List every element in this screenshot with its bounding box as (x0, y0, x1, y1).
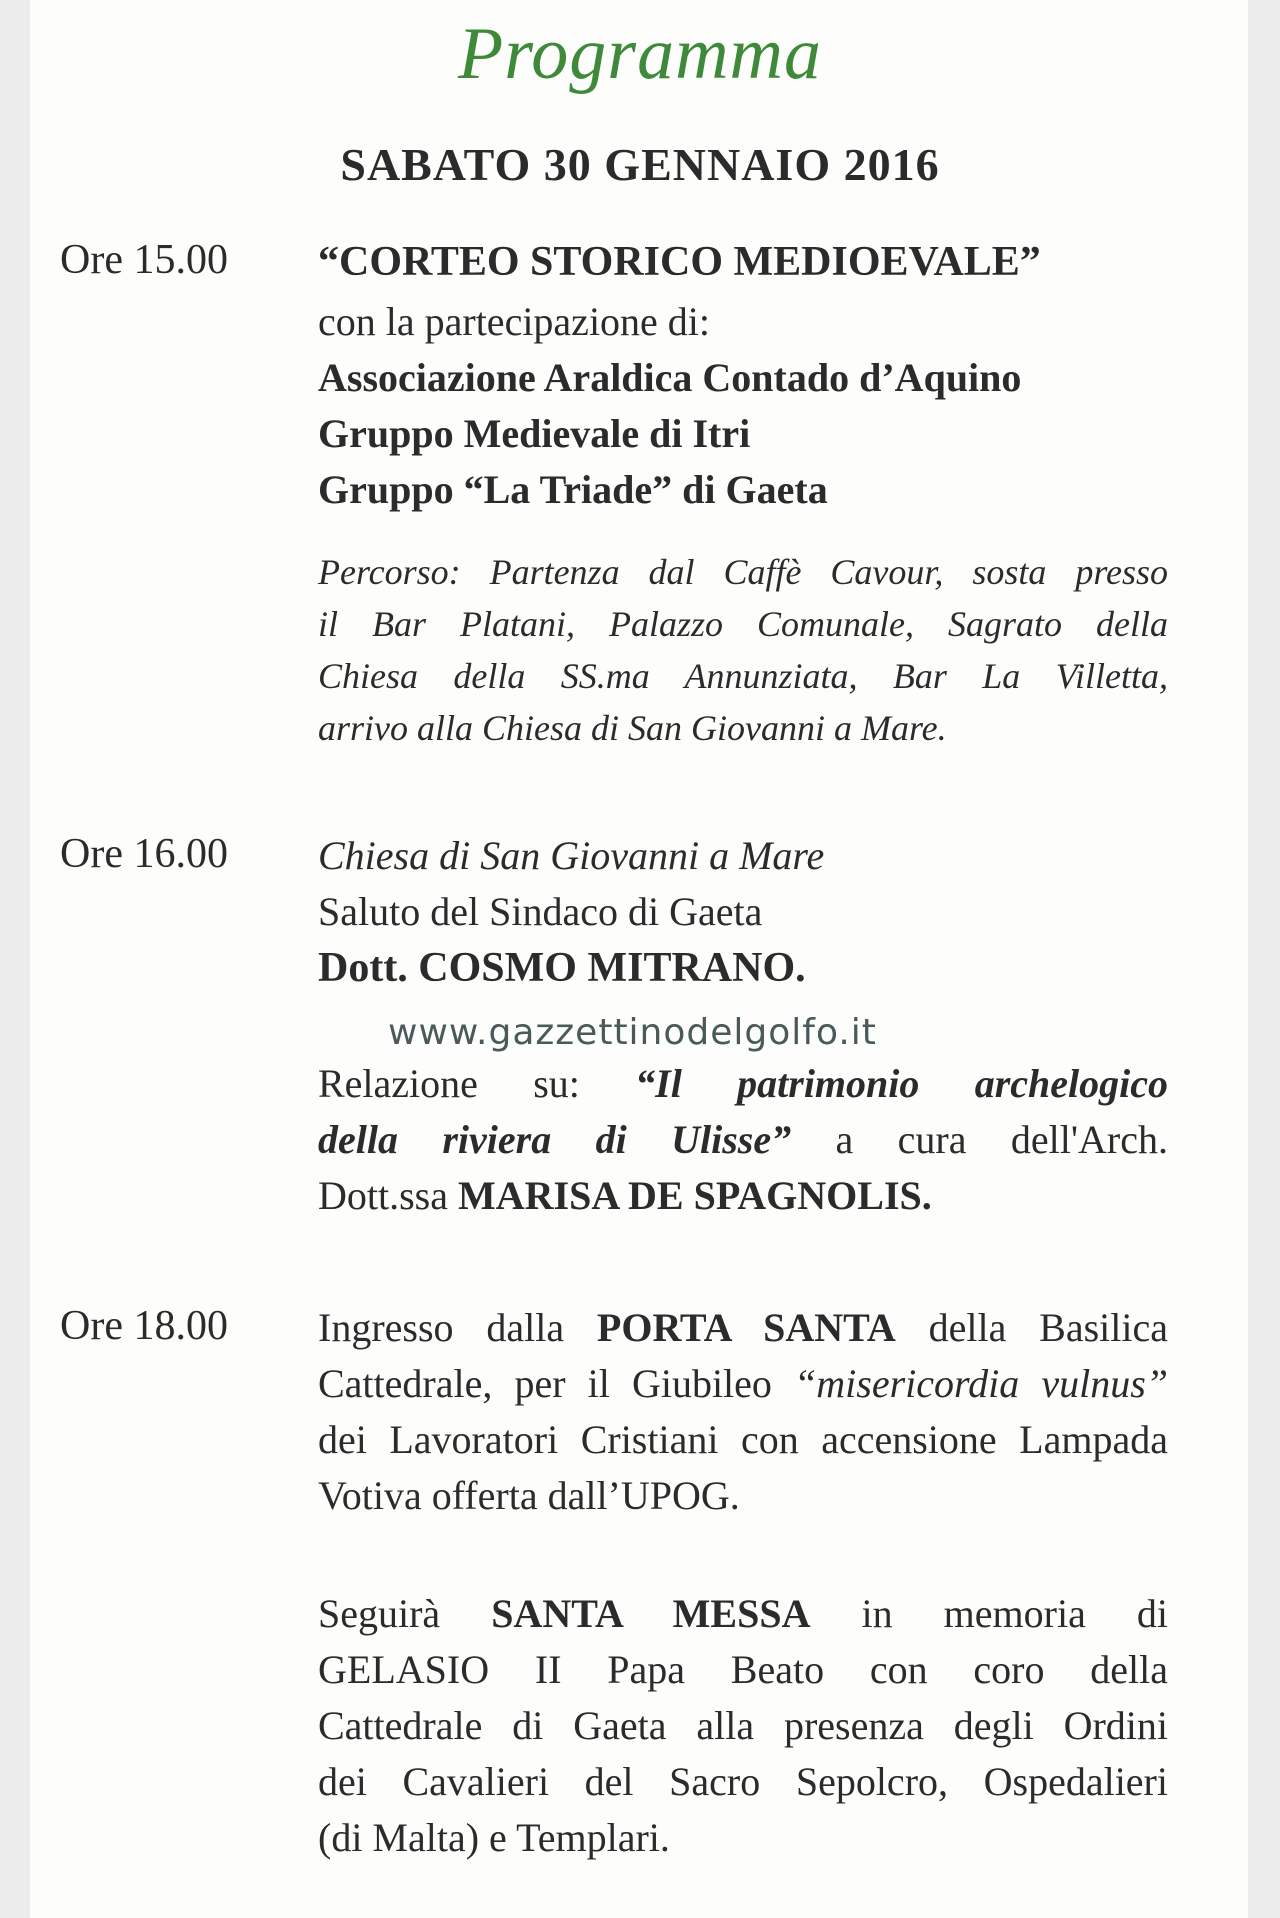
ceremony-line (318, 1356, 1168, 1412)
mass-description (318, 1586, 1168, 1866)
speaker-prefix: Dott.ssa (318, 1173, 458, 1218)
ceremony-line: dei Lavoratori Cristiani con accensione Lampada (318, 1417, 1168, 1462)
mass-text: Seguirà (318, 1591, 492, 1636)
talk-line (318, 1056, 1168, 1112)
route-line: arrivo alla Chiesa di San Giovanni a Mare. (318, 708, 947, 748)
talk-description (318, 1056, 1168, 1224)
participation-intro: con la partecipazione di: (318, 299, 711, 344)
route-line: Chiesa della SS.ma Annunziata, Bar La Villetta, (318, 656, 1168, 696)
talk-prefix: Relazione su: (318, 1061, 636, 1106)
event-time-1: Ore 15.00 (60, 237, 228, 283)
ceremony-description (318, 1300, 1168, 1524)
event-time-3: Ore 18.00 (60, 1303, 228, 1349)
talk-suffix: a cura dell'Arch. (791, 1117, 1168, 1162)
mass-text: in memoria di (810, 1591, 1168, 1636)
ceremony-text: Cattedrale, per il Giubileo (318, 1361, 795, 1406)
mass-line: dei Cavalieri del Sacro Sepolcro, Ospedalieri (318, 1759, 1168, 1804)
talk-line (318, 1112, 1168, 1168)
ceremony-line: Votiva offerta dall’UPOG. (318, 1473, 740, 1518)
santa-messa: SANTA MESSA (491, 1591, 811, 1636)
mass-line: (di Malta) e Templari. (318, 1815, 670, 1860)
mass-line (318, 1586, 1168, 1642)
ceremony-text: della Basilica (895, 1305, 1168, 1350)
watermark-url: www.gazzettinodelgolfo.it (388, 1012, 877, 1053)
participant-item: Associazione Araldica Contado d’Aquino (318, 355, 1022, 400)
porta-santa: PORTA SANTA (596, 1305, 896, 1350)
mayor-name: Dott. COSMO MITRANO. (318, 945, 806, 991)
event-place: Chiesa di San Giovanni a Mare (318, 833, 825, 878)
route-line: il Bar Platani, Palazzo Comunale, Sagrato della (318, 604, 1168, 644)
talk-title: “Il patrimonio archelogico (635, 1061, 1168, 1106)
participant-item: Gruppo Medievale di Itri (318, 411, 751, 456)
mass-line: GELASIO II Papa Beato con coro della (318, 1647, 1168, 1692)
route-line: Percorso: Partenza dal Caffè Cavour, sosta presso (318, 552, 1168, 592)
ceremony-text: Ingresso dalla (318, 1305, 597, 1350)
route-description (318, 546, 1168, 754)
speaker-name: MARISA DE SPAGNOLIS. (458, 1173, 932, 1218)
mayor-greeting: Saluto del Sindaco di Gaeta (318, 889, 763, 934)
event-heading-corteo: “CORTEO STORICO MEDIOEVALE” (318, 239, 1041, 285)
page-title: Programma (458, 13, 822, 95)
event-time-2: Ore 16.00 (60, 831, 228, 877)
participant-item: Gruppo “La Triade” di Gaeta (318, 467, 828, 512)
talk-title: della riviera di Ulisse” (318, 1117, 792, 1162)
mass-line: Cattedrale di Gaeta alla presenza degli Ordini (318, 1703, 1168, 1748)
ceremony-line (318, 1300, 1168, 1356)
event-date: SABATO 30 GENNAIO 2016 (340, 139, 940, 190)
speaker-line (318, 1168, 1168, 1224)
jubilee-motto: “misericordia vulnus” (794, 1361, 1169, 1406)
